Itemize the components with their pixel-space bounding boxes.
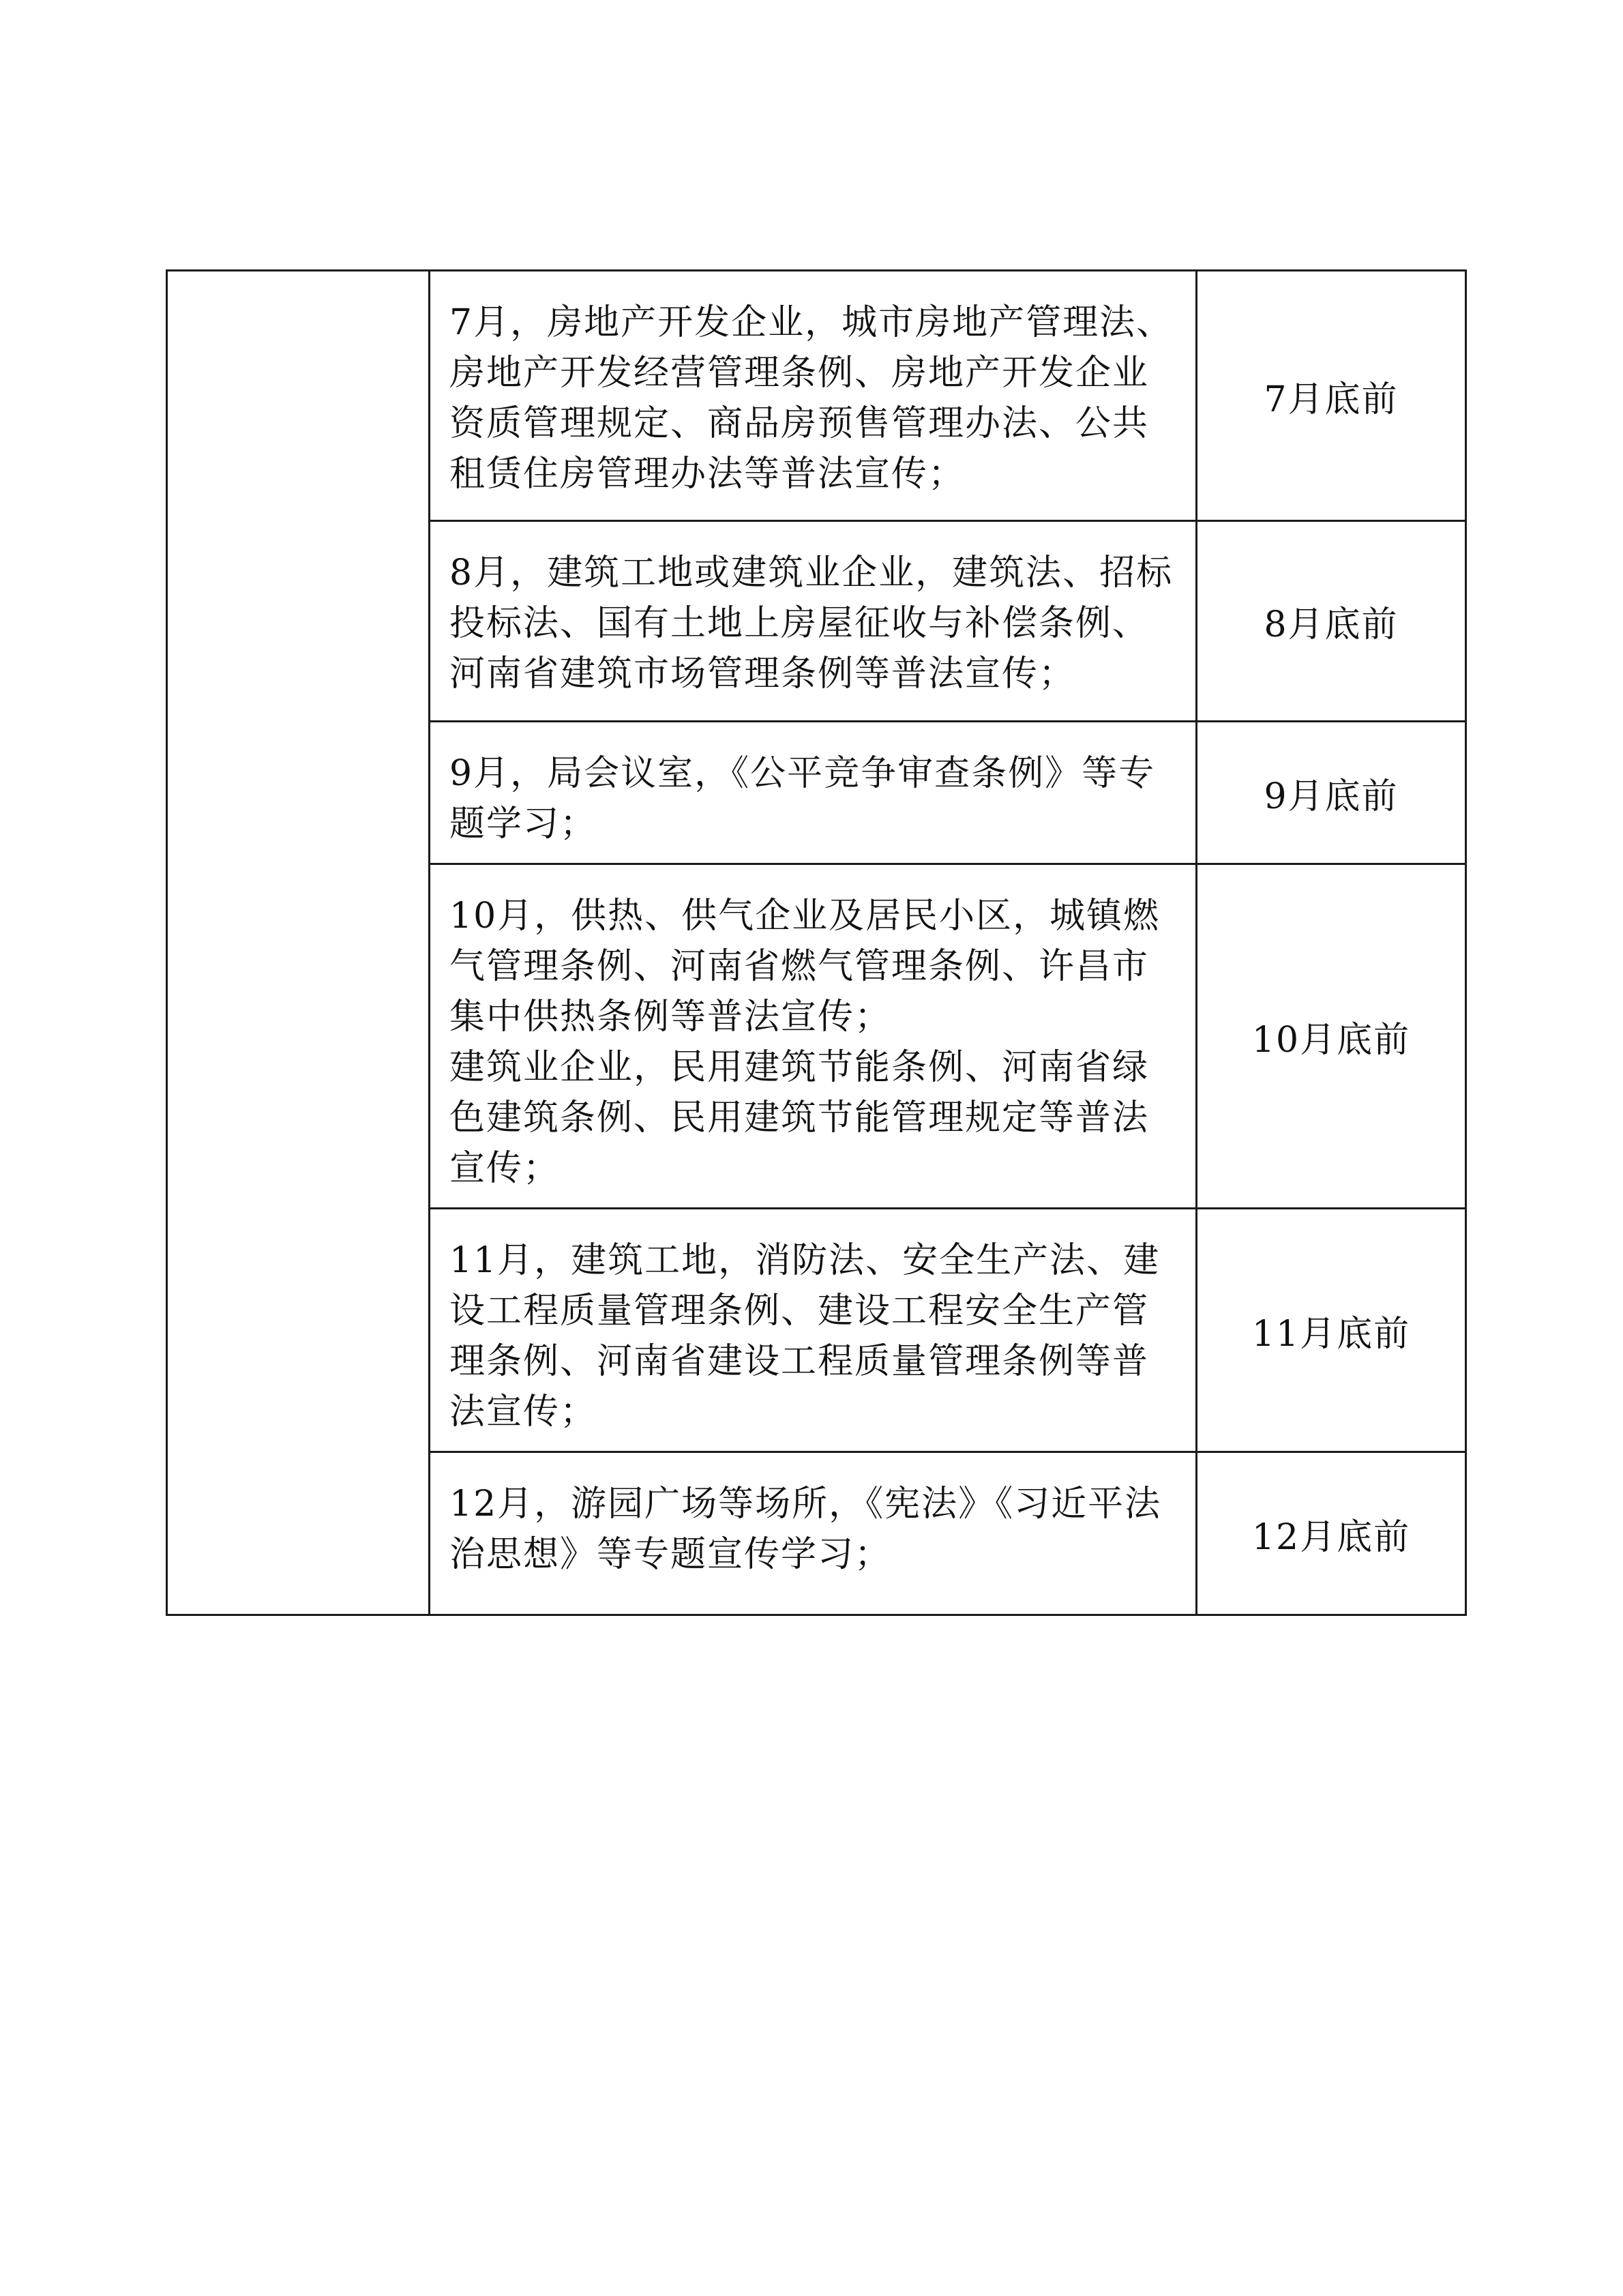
deadline-cell: 12月底前 [1197, 1452, 1466, 1615]
task-line: 8月，建筑工地或建筑业企业，建筑法、招标 [449, 553, 1174, 593]
task-line: 房地产开发经营管理条例、房地产开发企业 [449, 353, 1150, 394]
task-line: 治思想》等专题宣传学习； [449, 1534, 892, 1575]
task-line: 宣传； [449, 1148, 561, 1189]
task-line: 集中供热条例等普法宣传； [449, 997, 892, 1037]
task-cell [430, 1452, 1197, 1615]
task-line: 7月，房地产开发企业，城市房地产管理法、 [449, 302, 1174, 343]
task-line: 法宣传； [449, 1392, 597, 1432]
task-line: 理条例、河南省建设工程质量管理条例等普 [449, 1341, 1150, 1382]
task-line: 投标法、国有土地上房屋征收与补偿条例、 [449, 603, 1150, 644]
task-cell [430, 521, 1197, 722]
deadline-cell: 11月底前 [1197, 1209, 1466, 1452]
task-line: 河南省建筑市场管理条例等普法宣传； [449, 653, 1076, 694]
task-line: 设工程质量管理条例、建设工程安全生产管 [449, 1291, 1150, 1331]
deadline-cell: 10月底前 [1197, 864, 1466, 1209]
task-line: 租赁住房管理办法等普法宣传； [449, 454, 966, 495]
task-cell [430, 864, 1197, 1209]
task-line: 资质管理规定、商品房预售管理办法、公共 [449, 403, 1150, 444]
blank-left-column [167, 271, 430, 1615]
task-line: 10月，供热、供气企业及居民小区，城镇燃 [449, 896, 1161, 937]
task-line: 题学习； [449, 804, 597, 844]
task-cell [430, 271, 1197, 521]
task-cell [430, 1209, 1197, 1452]
schedule-table [166, 269, 1467, 1616]
task-line: 气管理条例、河南省燃气管理条例、许昌市 [449, 946, 1150, 987]
task-line: 12月，游园广场等场所，《宪法》《习近平法 [449, 1484, 1162, 1525]
task-line: 建筑业企业，民用建筑节能条例、河南省绿 [449, 1047, 1150, 1088]
task-line: 11月，建筑工地，消防法、安全生产法、建 [449, 1240, 1161, 1281]
task-line: 色建筑条例、民用建筑节能管理规定等普法 [449, 1098, 1150, 1138]
deadline-cell: 9月底前 [1197, 722, 1466, 864]
table-row [167, 271, 1466, 521]
task-cell [430, 722, 1197, 864]
deadline-cell: 7月底前 [1197, 271, 1466, 521]
task-line: 9月，局会议室，《公平竞争审查条例》等专 [449, 753, 1156, 794]
deadline-cell: 8月底前 [1197, 521, 1466, 722]
